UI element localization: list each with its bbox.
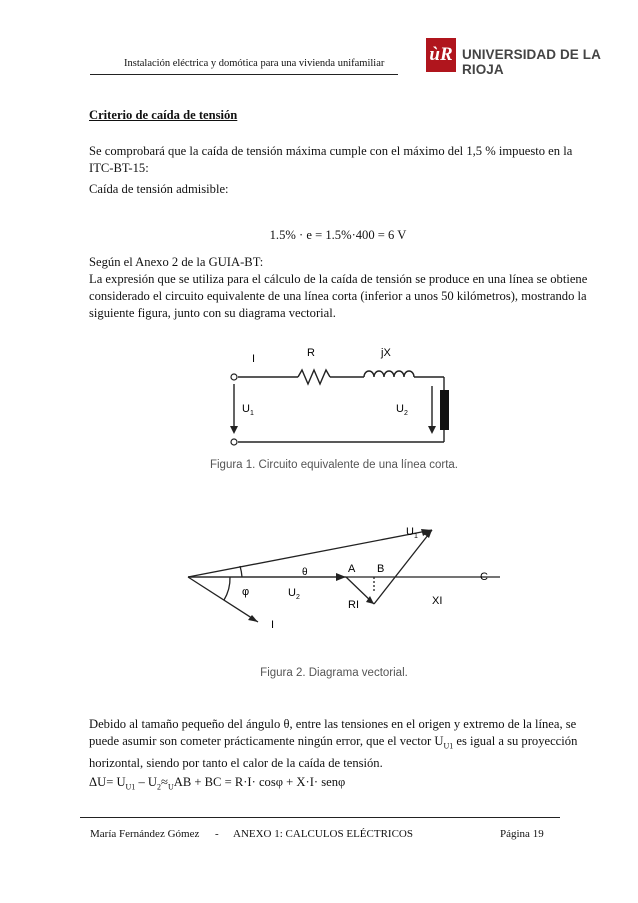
label-u2: $U_2$ <box>288 587 300 601</box>
arc-theta <box>240 566 242 577</box>
label-phi: φ <box>242 586 250 598</box>
figure1-caption: Figura 1. Circuito equivalente de una línea corta. <box>209 459 459 471</box>
label-point-b: B <box>377 563 385 575</box>
label-current: I <box>252 353 256 365</box>
label-u1: $U_1$ <box>406 526 418 540</box>
label-point-c: C <box>480 571 488 583</box>
label-u1: $U_1$ <box>242 403 254 417</box>
label-point-a: A <box>348 563 356 575</box>
arc-phi <box>224 577 230 600</box>
header-document-title: Instalación eléctrica y domótica para una vivienda unifamiliar <box>124 58 385 69</box>
vector-current <box>188 577 258 622</box>
university-name: UNIVERSIDAD DE LA RIOJA <box>462 47 601 77</box>
load-symbol <box>440 390 449 430</box>
header-rule <box>90 74 398 75</box>
label-resistance: R <box>307 347 315 359</box>
paragraph-small-angle: Debido al tamaño pequeño del ángulo θ, entre las tensiones en el origen y extremo de la línea, se puede asumir son cometer prácticamente ningún error, que el vector $U_{U1}$ es igual a su proyección horizontal, siendo por tanto el calor de la caída de tensión. <box>89 717 578 770</box>
footer-section: ANEXO 1: CALCULOS ELÉCTRICOS <box>233 828 413 840</box>
figure2-vector-diagram <box>180 520 500 640</box>
label-theta: θ <box>302 567 308 578</box>
label-reactance: jX <box>381 347 391 359</box>
figure1-circuit <box>220 340 470 455</box>
label-current: I <box>271 619 275 631</box>
footer-rule <box>80 817 560 818</box>
equation-voltage-drop: $\Delta U= U_{U1} - U_2\approx_UAB$ + BC = R·I· cosφ + X·I· senφ <box>89 775 346 792</box>
figure2-caption: Figura 2. Diagrama vectorial. <box>260 667 408 679</box>
section-title: Criterio de caída de tensión <box>89 108 238 122</box>
label-ri: RI <box>348 599 359 611</box>
terminal-bottom <box>231 439 237 445</box>
resistor-symbol <box>298 370 330 384</box>
vector-u1 <box>188 530 432 577</box>
paragraph-admissible-drop: Caída de tensión admisible: <box>89 182 229 196</box>
paragraph-requirement: Se comprobará que la caída de tensión máxima cumple con el máximo del 1,5 % impuesto en la ITC-BT-15: <box>89 144 573 175</box>
footer-separator: - <box>215 828 219 840</box>
inductor-symbol <box>364 371 414 377</box>
paragraph-guia-bt: Según el Anexo 2 de la GUIA-BT: La expresión que se utiliza para el cálculo de la caída de tensión se produce en una línea se obtiene considerado el circuito equivalente de una línea corta (inferior a unos 50 kilómetros), mostrando la siguiente figura, junto con su diagrama vectorial. <box>89 255 588 320</box>
footer-author: María Fernández Gómez <box>90 828 200 840</box>
university-logo: ùR <box>426 38 456 72</box>
footer-page-number: Página 19 <box>500 828 544 840</box>
label-xi: XI <box>432 595 443 607</box>
equation-admissible-drop: 1.5% · e = 1.5%·400 = 6 V <box>269 228 407 242</box>
label-u2: $U_2$ <box>396 403 408 417</box>
terminal-top <box>231 374 237 380</box>
